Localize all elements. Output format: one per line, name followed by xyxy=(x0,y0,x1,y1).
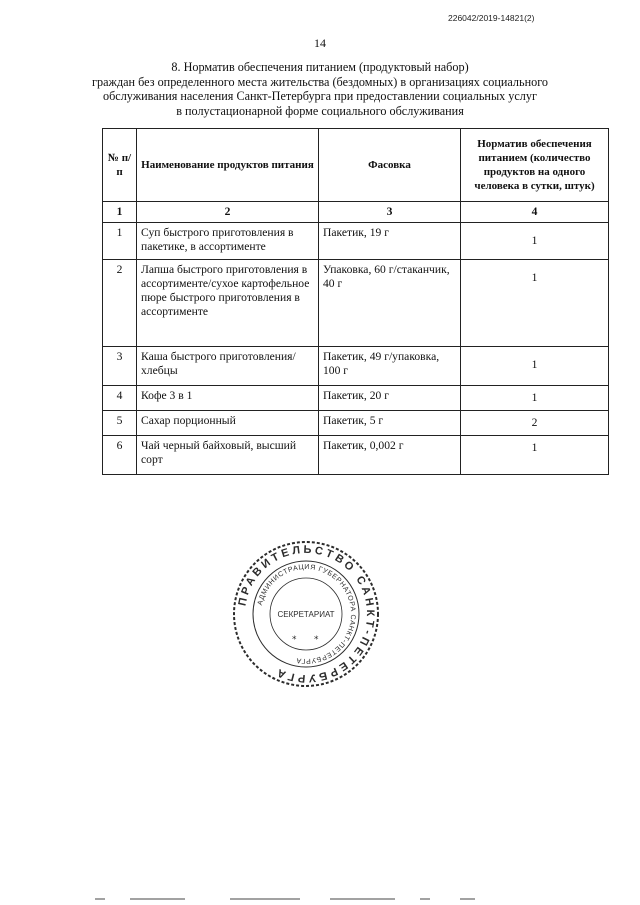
heading-line-2: граждан без определенного места жительства (бездомных) в организациях социального xyxy=(92,74,548,89)
table-row xyxy=(103,436,609,475)
row-number: 3 xyxy=(103,347,137,386)
star-icon: * xyxy=(314,635,319,645)
header-norm: Норматив обеспечения питанием (количество продуктов на одного человека в сутки, штук) xyxy=(461,129,609,202)
heading-line-1: 8. Норматив обеспечения питанием (продуктовый набор) xyxy=(171,60,469,74)
row-number: 6 xyxy=(103,436,137,475)
table-header-row xyxy=(103,129,609,202)
table-row xyxy=(103,223,609,260)
packaging: Пакетик, 5 г xyxy=(319,411,461,436)
heading-line-4: в полустационарной форме социального обслуживания xyxy=(176,103,464,118)
stamp-center-text: СЕКРЕТАРИАТ xyxy=(277,610,335,619)
document-id: 226042/2019-14821(2) xyxy=(448,13,535,23)
heading-line-3: обслуживания населения Санкт-Петербурга при предоставлении социальных услуг xyxy=(103,89,537,103)
norm-value: 1 xyxy=(531,391,538,404)
norm-value: 1 xyxy=(531,441,538,454)
star-icon: * xyxy=(292,635,297,645)
packaging: Пакетик, 49 г/упаковка, 100 г xyxy=(319,347,461,386)
norm-value: 2 xyxy=(531,416,538,429)
product-name: Сахар порционный xyxy=(137,411,319,436)
table-row xyxy=(103,386,609,411)
page-number: 14 xyxy=(314,36,326,50)
column-number: 3 xyxy=(319,202,461,223)
table-row xyxy=(103,260,609,347)
column-number: 4 xyxy=(461,202,609,223)
packaging: Упаковка, 60 г/стаканчик, 40 г xyxy=(319,260,461,347)
product-name: Каша быстрого приготовления/хлебцы xyxy=(137,347,319,386)
packaging: Пакетик, 19 г xyxy=(319,223,461,260)
norm-value: 1 xyxy=(531,358,538,371)
row-number: 4 xyxy=(103,386,137,411)
table-row xyxy=(103,411,609,436)
product-name: Лапша быстрого приготовления в ассортименте/сухое картофельное пюре быстрого приготовления в ассортименте xyxy=(137,260,319,347)
food-norm-table xyxy=(102,128,609,475)
norm-value: 1 xyxy=(531,271,538,284)
section-heading xyxy=(70,60,570,118)
row-number: 2 xyxy=(103,260,137,347)
header-packaging: Фасовка xyxy=(319,129,461,202)
stamp-inner-text: АДМИНИСТРАЦИЯ ГУБЕРНАТОРА САНКТ-ПЕТЕРБУРГА xyxy=(256,563,357,665)
official-stamp xyxy=(232,540,380,688)
product-name: Суп быстрого приготовления в пакетике, в ассортименте xyxy=(137,223,319,260)
column-number: 2 xyxy=(137,202,319,223)
header-product-name: Наименование продуктов питания xyxy=(137,129,319,202)
product-name: Чай черный байховый, высший сорт xyxy=(137,436,319,475)
row-number: 5 xyxy=(103,411,137,436)
column-number: 1 xyxy=(103,202,137,223)
stamp-outer-text: ПРАВИТЕЛЬСТВО САНКТ-ПЕТЕРБУРГА xyxy=(236,543,377,685)
column-number-row xyxy=(103,202,609,223)
product-name: Кофе 3 в 1 xyxy=(137,386,319,411)
table-row xyxy=(103,347,609,386)
norm-value: 1 xyxy=(531,234,538,247)
packaging: Пакетик, 20 г xyxy=(319,386,461,411)
row-number: 1 xyxy=(103,223,137,260)
packaging: Пакетик, 0,002 г xyxy=(319,436,461,475)
footer-rule xyxy=(0,898,640,900)
header-number: № п/п xyxy=(103,129,137,202)
